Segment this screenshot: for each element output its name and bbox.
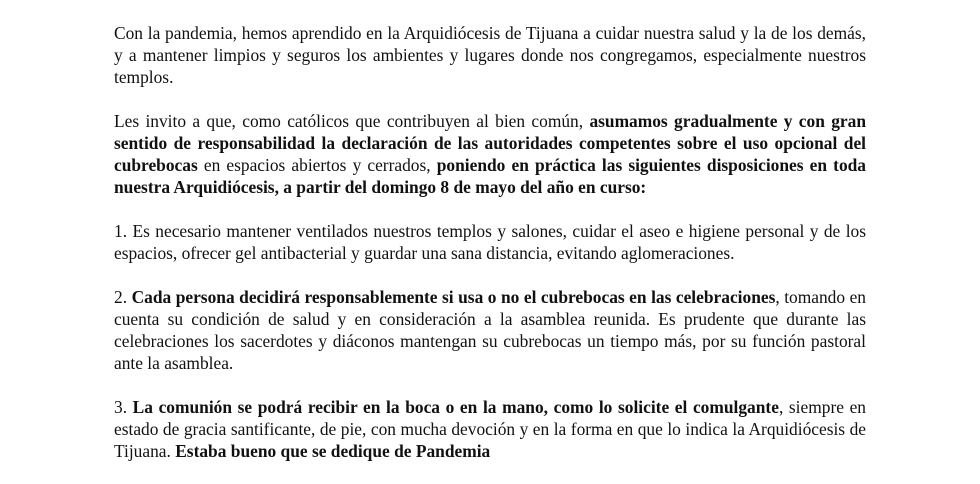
- paragraph-item-2: [114, 286, 866, 374]
- paragraph-segment: Les invito a que, como católicos que contribuyen al bien común,: [114, 111, 590, 131]
- paragraph-segment: 3.: [114, 397, 133, 417]
- paragraph-segment: 1. Es necesario mantener ventilados nuestros templos y salones, cuidar el aseo e higiene personal y de los espacios, ofrecer gel antibacterial y guardar una sana distancia, evitando aglomeraciones.: [114, 221, 866, 263]
- paragraph-segment: , siempre en estado de gracia santificante, de pie, con mucha devoción y en la forma en que lo indica la Arquidiócesis de Tijuana.: [114, 397, 866, 461]
- paragraph-invitation: [114, 110, 866, 198]
- document-body: [114, 22, 866, 484]
- paragraph-segment-bold: poniendo en práctica las siguientes disposiciones en toda nuestra Arquidiócesis, a partir del domingo 8 de mayo del año en curso:: [114, 155, 867, 197]
- paragraph-segment: Con la pandemia, hemos aprendido en la Arquidiócesis de Tijuana a cuidar nuestra salud y la de los demás, y a mantener limpios y seguros los ambientes y lugares donde nos congregamos, especialmente nuestros templos.: [114, 23, 866, 87]
- paragraph-item-3: [114, 396, 866, 462]
- paragraph-segment: , tomando en cuenta su condición de salud y en consideración a la asamblea reunida. Es prudente que durante las celebraciones los sacerdotes y diáconos mantengan su cubrebocas un tiempo más, por su función pastoral ante la asamblea.: [114, 287, 867, 373]
- paragraph-item-1: [114, 220, 866, 264]
- paragraph-segment: 2.: [114, 287, 132, 307]
- paragraph-segment-bold: asumamos gradualmente y con gran sentido de responsabilidad la declaración de las autoridades competentes sobre el uso opcional del cubrebocas: [114, 111, 867, 175]
- paragraph-segment-bold: Cada persona decidirá responsablemente si usa o no el cubrebocas en las celebraciones: [131, 287, 776, 307]
- paragraph-intro: [114, 22, 866, 88]
- paragraph-segment: en espacios abiertos y cerrados,: [197, 155, 437, 175]
- paragraph-segment-bold: La comunión se podrá recibir en la boca o en la mano, como lo solicite el comulgante: [132, 397, 779, 417]
- paragraph-segment-bold: Estaba bueno que se dedique de Pandemia: [175, 441, 491, 461]
